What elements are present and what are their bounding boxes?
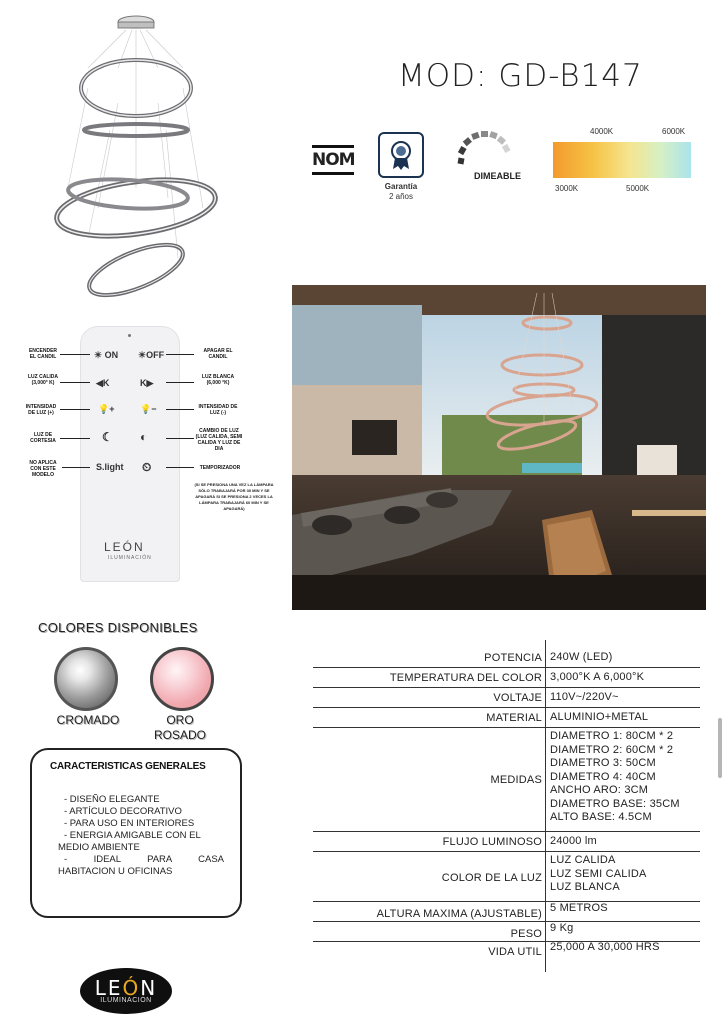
remote-bright-up-button: 💡+ [98,404,115,414]
timer-icon: ⏲ [142,460,152,474]
spec-value: 5 METROS [550,902,608,914]
timer-note: (SI SE PRESIONA UNA VEZ LA LÁMPARA SÓLO TRABAJARÁ POR 30 MIN Y SE APAGARÁ SI SE PRESIONA 2 VECES LA LÁMPARA TRABAJARÁ 60 MIN Y SE APAGARÁ) [194,482,274,511]
spec-key: PESO [510,928,542,940]
table-row [313,708,700,728]
warranty-title: Garantía [384,182,418,191]
spec-value: 110V~/220V~ [550,691,619,703]
table-row [313,902,700,922]
remote-on-button: ☀ ON [94,350,119,360]
spec-key: POTENCIA [484,652,542,664]
list-item: MEDIO AMBIENTE [58,842,140,853]
room-photo [292,285,706,610]
label-apagar: APAGAR EL CANDIL [203,348,233,360]
logo-sub: ILUMINACIÓN [100,997,152,1004]
remote-slight-button: S.light [96,462,124,472]
warranty-years: 2 años [388,192,414,201]
bulb-icon: 💡 [140,404,152,414]
chrome-label: CROMADO [56,713,120,727]
color-temp-gradient [553,142,691,178]
label-temporizador: TEMPORIZADOR [199,465,241,471]
list-item: - IDEAL PARA CASA [64,854,224,865]
spec-key: MEDIDAS [490,774,542,786]
list-item: - DISEÑO ELEGANTE [64,794,160,805]
spec-key: ALTURA MAXIMA (AJUSTABLE) [376,908,542,920]
remote-bright-down-button: 💡− [140,404,157,414]
bulb-icon: 💡 [98,404,110,414]
label-luz-blanca: LUZ BLANCA (6,000 °K) [201,374,235,386]
color-temp-6000: 6000K [662,127,686,136]
nom-badge: NOM [312,145,354,175]
remote-brand: LEÓN [104,540,145,554]
list-item: HABITACION U OFICINAS [58,866,173,877]
label-no-aplica: NO APLICA CON ESTE MODELO [29,460,57,478]
spec-key: VIDA UTIL [488,946,542,958]
label-intensidad-mas: INTENSIDAD DE LUZ (+) [25,404,57,416]
characteristics-list [58,794,224,878]
table-row [313,832,700,852]
table-row [313,922,700,942]
characteristics-title: CARACTERISTICAS GENERALES [50,761,206,772]
colors-title: COLORES DISPONIBLES [38,620,198,635]
spec-value: LUZ CALIDA LUZ SEMI CALIDA LUZ BLANCA [550,854,647,893]
spec-value: 240W (LED) [550,651,613,663]
half-circle-icon: ◐ [140,430,148,444]
scrollbar-thumb[interactable] [718,718,722,778]
remote-white-button: K▶ [140,378,154,388]
label-intensidad-menos: INTENSIDAD DE LUZ (-) [198,404,238,416]
color-temp-4000: 4000K [590,127,614,136]
remote-off-button: ☀OFF [138,350,165,360]
spec-key: MATERIAL [486,712,542,724]
table-row [313,852,700,902]
spec-key: VOLTAJE [493,692,542,704]
rose-gold-swatch [150,647,214,711]
spec-key: COLOR DE LA LUZ [441,872,542,884]
table-row [313,648,700,668]
spec-value: DIAMETRO 1: 80CM * 2 DIAMETRO 2: 60CM * 2 DIAMETRO 3: 50CM DIAMETRO 4: 40CM ANCHO ARO: 3CM DIAMETRO BASE: 35CM ALTO BASE: 4.5CM [550,730,680,823]
table-row [313,728,700,832]
list-item: - ARTÍCULO DECORATIVO [64,806,182,817]
spec-key: TEMPERATURA DEL COLOR [389,672,542,684]
rose-label-line2: ROSADO [153,728,206,742]
label-cambio-luz: CAMBIO DE LUZ (LUZ CALIDA, SEMI CALIDA Y LUZ DE DIA [195,428,243,452]
spec-value: 9 Kg [550,922,574,934]
list-item: - PARA USO EN INTERIORES [64,818,195,829]
color-temp-5000: 5000K [626,184,650,193]
remote-brand-sub: ILUMINACIÓN [108,555,152,561]
remote-led [128,334,131,337]
logo-name: LEÓN [94,976,158,1000]
chandelier-image [48,8,228,308]
label-luz-calida: LUZ CALIDA (3,000° K) [28,374,58,386]
moon-icon: ☾ [102,430,113,444]
spec-value: 24000 lm [550,835,597,847]
sun-off-icon: ☀ [138,350,147,360]
spec-key: FLUJO LUMINOSO [442,836,542,848]
table-row [313,668,700,688]
spec-value: ALUMINIO+METAL [550,711,649,723]
label-encender: ENCENDER EL CANDIL [28,348,58,360]
dimmable-label: DIMEABLE [474,171,521,181]
table-row [313,942,700,962]
spec-value: 3,000°K A 6,000°K [550,671,645,683]
label-cortesia: LUZ DE CORTESIA [30,432,56,444]
table-row [313,688,700,708]
spec-value: 25,000 A 30,000 HRS [550,941,660,953]
color-temp-3000: 3000K [555,184,579,193]
remote-warm-button: ◀K [96,378,110,388]
chrome-swatch [54,647,118,711]
list-item: - ENERGIA AMIGABLE CON EL [64,830,201,841]
model-title: MOD: GD-B147 [398,58,643,94]
warranty-icon [378,132,424,178]
sun-icon: ☀ [94,350,103,360]
rose-label-line1: ORO [166,713,194,727]
